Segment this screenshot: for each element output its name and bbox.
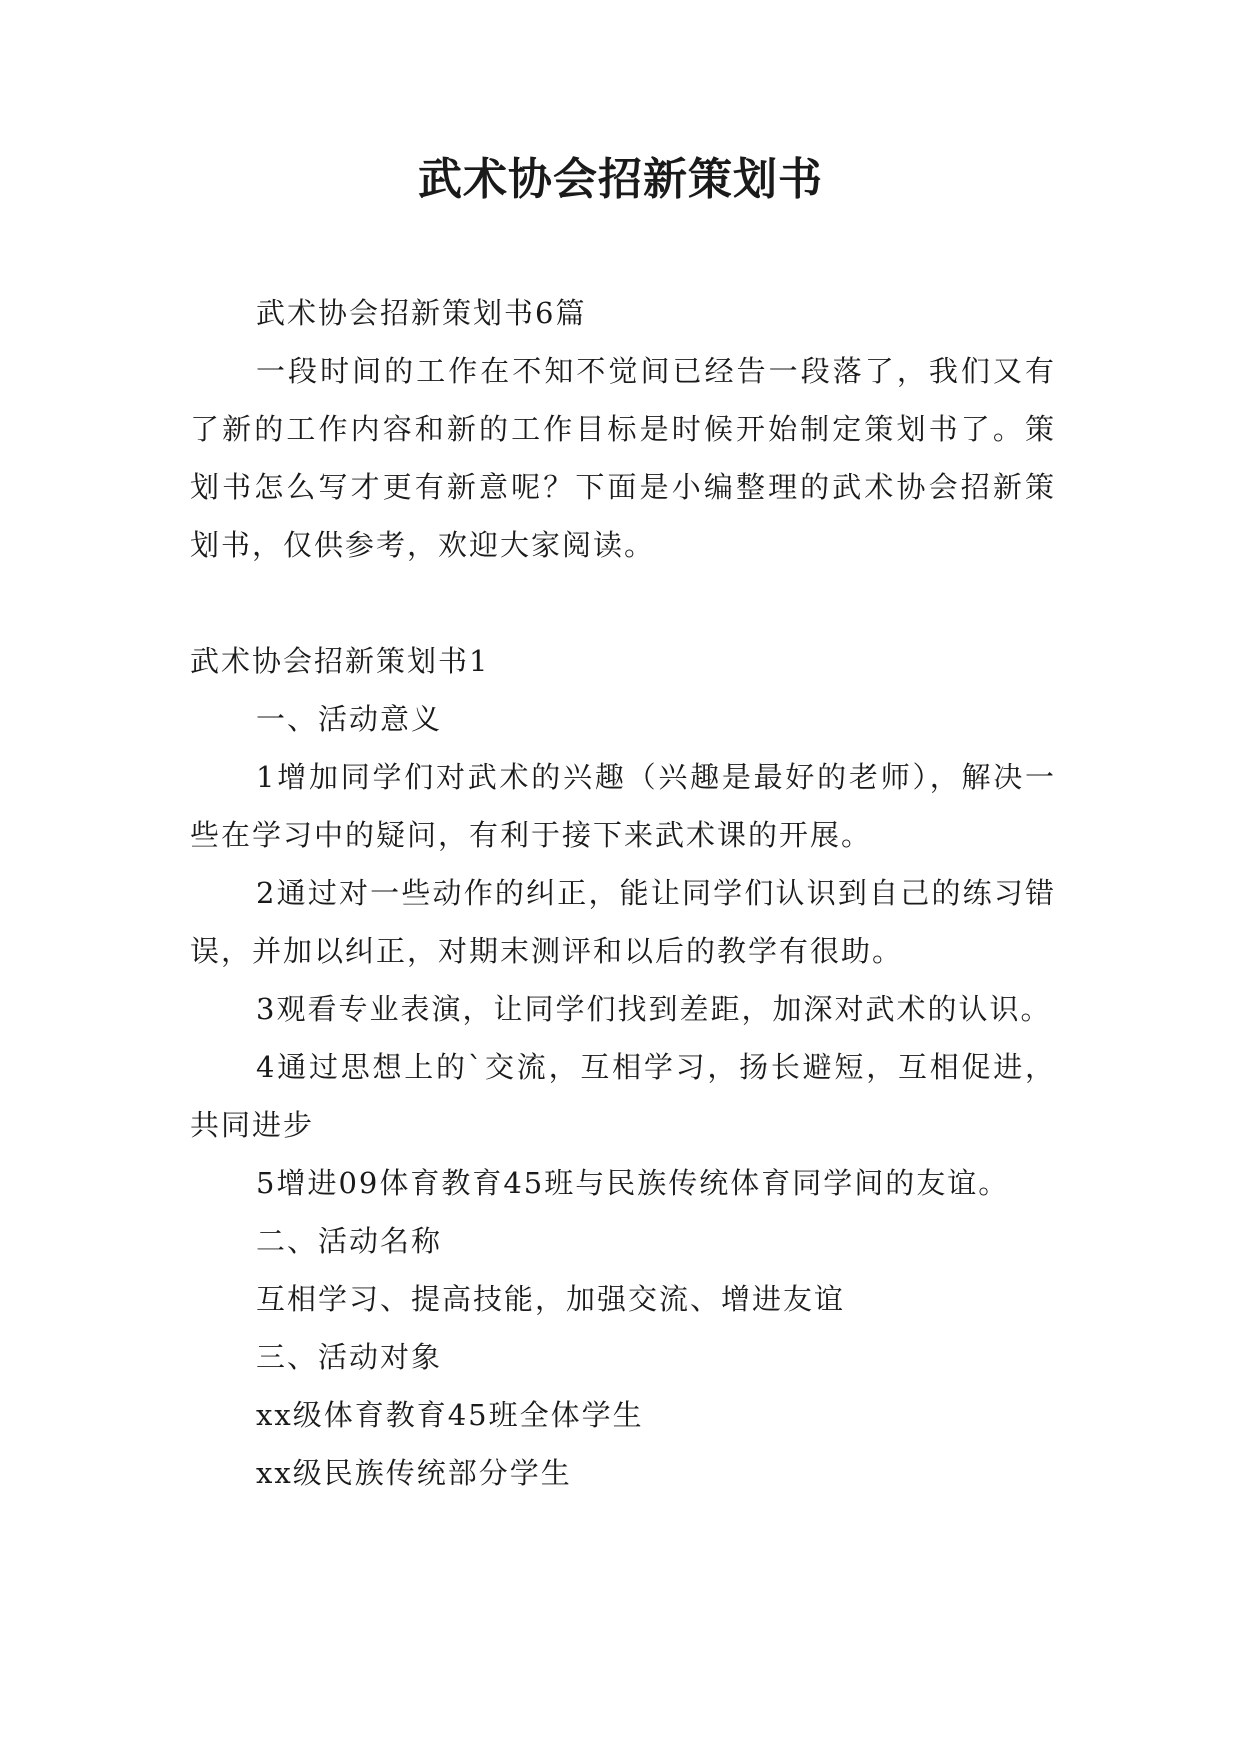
document-body — [190, 284, 1056, 1502]
paragraph-item-2: 2通过对一些动作的纠正，能让同学们认识到自己的练习错误，并加以纠正，对期末测评和以后的教学有很助。 — [190, 876, 1056, 968]
paragraph-item-1: 1增加同学们对武术的兴趣（兴趣是最好的老师），解决一些在学习中的疑问，有利于接下来武术课的开展。 — [190, 760, 1056, 852]
paragraph-item-4: 4通过思想上的`交流，互相学习，扬长避短，互相促进，共同进步 — [190, 1050, 1056, 1142]
heading-activity-meaning: 一、活动意义 — [256, 702, 443, 736]
heading-activity-target: 三、活动对象 — [256, 1340, 443, 1374]
activity-name-text: 互相学习、提高技能，加强交流、增进友谊 — [256, 1282, 846, 1316]
subtitle-line: 武术协会招新策划书6篇 — [256, 296, 587, 330]
target-line-2: xx级民族传统部分学生 — [256, 1456, 572, 1490]
heading-activity-name: 二、活动名称 — [256, 1224, 443, 1258]
paragraph-item-3: 3观看专业表演，让同学们找到差距，加深对武术的认识。 — [256, 992, 1052, 1026]
paragraph-item-5: 5增进09体育教育45班与民族传统体育同学间的友谊。 — [256, 1166, 1010, 1200]
section-heading: 武术协会招新策划书1 — [190, 644, 490, 678]
target-line-1: xx级体育教育45班全体学生 — [256, 1398, 644, 1432]
intro-paragraph: 一段时间的工作在不知不觉间已经告一段落了，我们又有了新的工作内容和新的工作目标是时候开始制定策划书了。策划书怎么写才更有新意呢？下面是小编整理的武术协会招新策划书，仅供参考，欢迎大家阅读。 — [190, 354, 1056, 562]
document-title: 武术协会招新策划书 — [418, 154, 823, 205]
